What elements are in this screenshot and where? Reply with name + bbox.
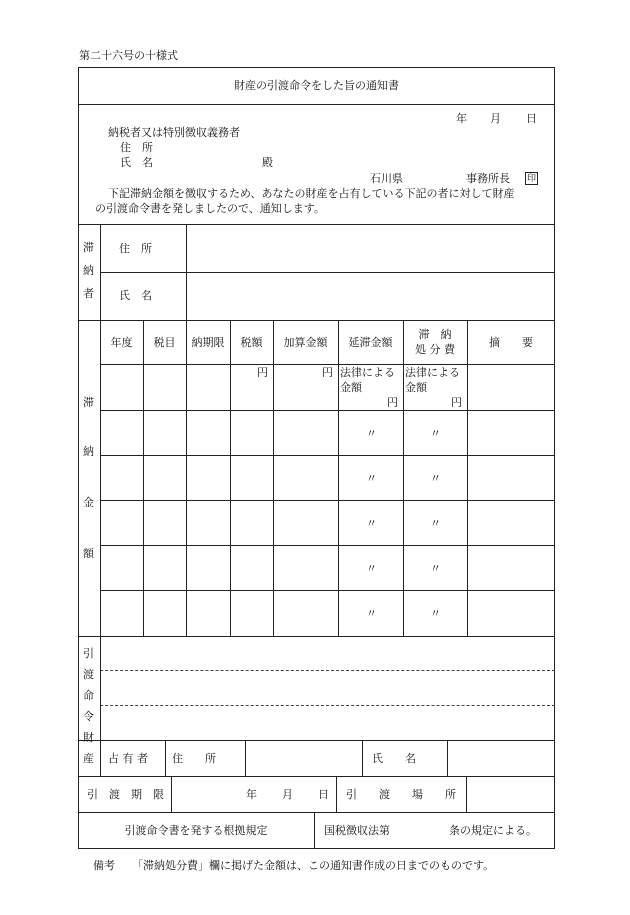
header-late-fee: 延滞金額 [348, 336, 393, 349]
delivery-year: 年 [246, 788, 257, 801]
delinquent-name-label: 氏 名 [119, 289, 152, 302]
amount-label-2: 納 [83, 445, 94, 458]
delinquent-address-label: 住 所 [119, 242, 152, 255]
header-additional: 加算金額 [283, 336, 328, 349]
addressee-honorific: 殿 [262, 156, 273, 169]
divider [362, 740, 363, 776]
divider [78, 104, 555, 105]
divider [186, 320, 187, 636]
addressee-address-label: 住 所 [120, 141, 153, 154]
basis-label: 引渡命令書を発する根拠規定 [124, 824, 268, 837]
dashed-divider [100, 705, 555, 706]
divider [78, 320, 555, 321]
divider [78, 224, 555, 225]
delivery-deadline-label: 引 渡 期 限 [87, 788, 164, 801]
property-label-4: 令 [83, 710, 94, 723]
basis-clause: 条の規定による。 [449, 824, 537, 837]
occupant-name-label: 氏 名 [372, 752, 416, 765]
ditto-mark: 〃 [430, 607, 441, 620]
proc-fee-by-law: 法律による [405, 366, 460, 379]
divider [78, 740, 555, 741]
late-fee-amount-label: 金額 [340, 381, 362, 394]
divider [100, 545, 555, 546]
divider [100, 500, 555, 501]
divider [336, 776, 337, 812]
note-label: 備考 [93, 859, 115, 872]
divider [78, 636, 555, 637]
ditto-mark: 〃 [366, 472, 377, 485]
property-label-5: 財 [83, 731, 94, 744]
notice-line-2: の引渡命令書を発しましたので、通知します。 [95, 202, 325, 215]
document-title: 財産の引渡命令をした旨の通知書 [234, 79, 399, 92]
header-remarks: 摘 要 [489, 336, 533, 349]
issuer-office: 事務所長 [466, 172, 510, 185]
divider [100, 410, 555, 411]
divider [100, 455, 555, 456]
divider [338, 320, 339, 636]
divider [78, 776, 555, 777]
amount-label-4: 額 [83, 547, 94, 560]
delivery-day: 日 [318, 788, 329, 801]
delinquent-label-1: 滞 [83, 241, 94, 254]
divider [403, 320, 404, 636]
divider [186, 224, 187, 320]
divider [100, 224, 101, 776]
ditto-mark: 〃 [366, 517, 377, 530]
form-number: 第二十六号の十様式 [79, 49, 178, 62]
divider [467, 320, 468, 636]
header-proc-fee-1: 滞 納 [418, 328, 452, 341]
amount-label-1: 滞 [83, 396, 94, 409]
occupant-label: 占 有 者 [108, 752, 148, 765]
date-month: 月 [490, 112, 501, 125]
header-tax-item: 税目 [153, 336, 176, 349]
ditto-mark: 〃 [430, 427, 441, 440]
header-proc-fee-2: 処 分 費 [415, 343, 455, 356]
divider [100, 590, 555, 591]
proc-fee-amount-label: 金額 [405, 381, 427, 394]
ditto-mark: 〃 [430, 517, 441, 530]
header-due-date: 納期限 [191, 336, 225, 349]
property-label-3: 命 [83, 689, 94, 702]
late-fee-by-law: 法律による [340, 366, 395, 379]
divider [466, 776, 467, 812]
addressee-label: 納税者又は特別徴収義務者 [108, 126, 240, 139]
delivery-month: 月 [282, 788, 293, 801]
additional-unit: 円 [322, 366, 333, 379]
issuer-prefecture: 石川県 [370, 172, 403, 185]
date-day: 日 [526, 112, 537, 125]
header-tax-amount: 税額 [240, 336, 263, 349]
ditto-mark: 〃 [366, 562, 377, 575]
date-year: 年 [456, 112, 467, 125]
divider [245, 740, 246, 776]
divider [100, 272, 555, 273]
seal-icon: 印 [526, 174, 536, 184]
tax-amount-unit: 円 [257, 366, 268, 379]
notice-line-1: 下記滞納金額を徴収するため、あなたの財産を占有している下記の者に対して財産 [108, 187, 515, 200]
proc-fee-unit: 円 [451, 396, 462, 409]
divider [143, 320, 144, 636]
note-text: 「滞納処分費」欄に掲げた金額は、この通知書作成の日までのものです。 [132, 859, 495, 872]
divider [447, 740, 448, 776]
ditto-mark: 〃 [366, 427, 377, 440]
late-fee-unit: 円 [387, 396, 398, 409]
property-label-1: 引 [83, 647, 94, 660]
divider [78, 812, 555, 813]
basis-law: 国税徴収法第 [324, 824, 390, 837]
property-label-2: 渡 [83, 668, 94, 681]
delivery-place-label: 引 渡 場 所 [346, 788, 456, 801]
ditto-mark: 〃 [430, 472, 441, 485]
delinquent-label-3: 者 [83, 287, 94, 300]
property-label-6: 産 [83, 752, 94, 765]
divider [165, 740, 166, 776]
header-year: 年度 [110, 336, 133, 349]
delinquent-label-2: 納 [83, 264, 94, 277]
amount-label-3: 金 [83, 496, 94, 509]
ditto-mark: 〃 [366, 607, 377, 620]
divider [171, 776, 172, 812]
addressee-name-label: 氏 名 [120, 156, 153, 169]
dashed-divider [100, 670, 555, 671]
occupant-address-label: 住 所 [172, 752, 216, 765]
ditto-mark: 〃 [430, 562, 441, 575]
divider [100, 364, 555, 365]
divider [314, 812, 315, 849]
